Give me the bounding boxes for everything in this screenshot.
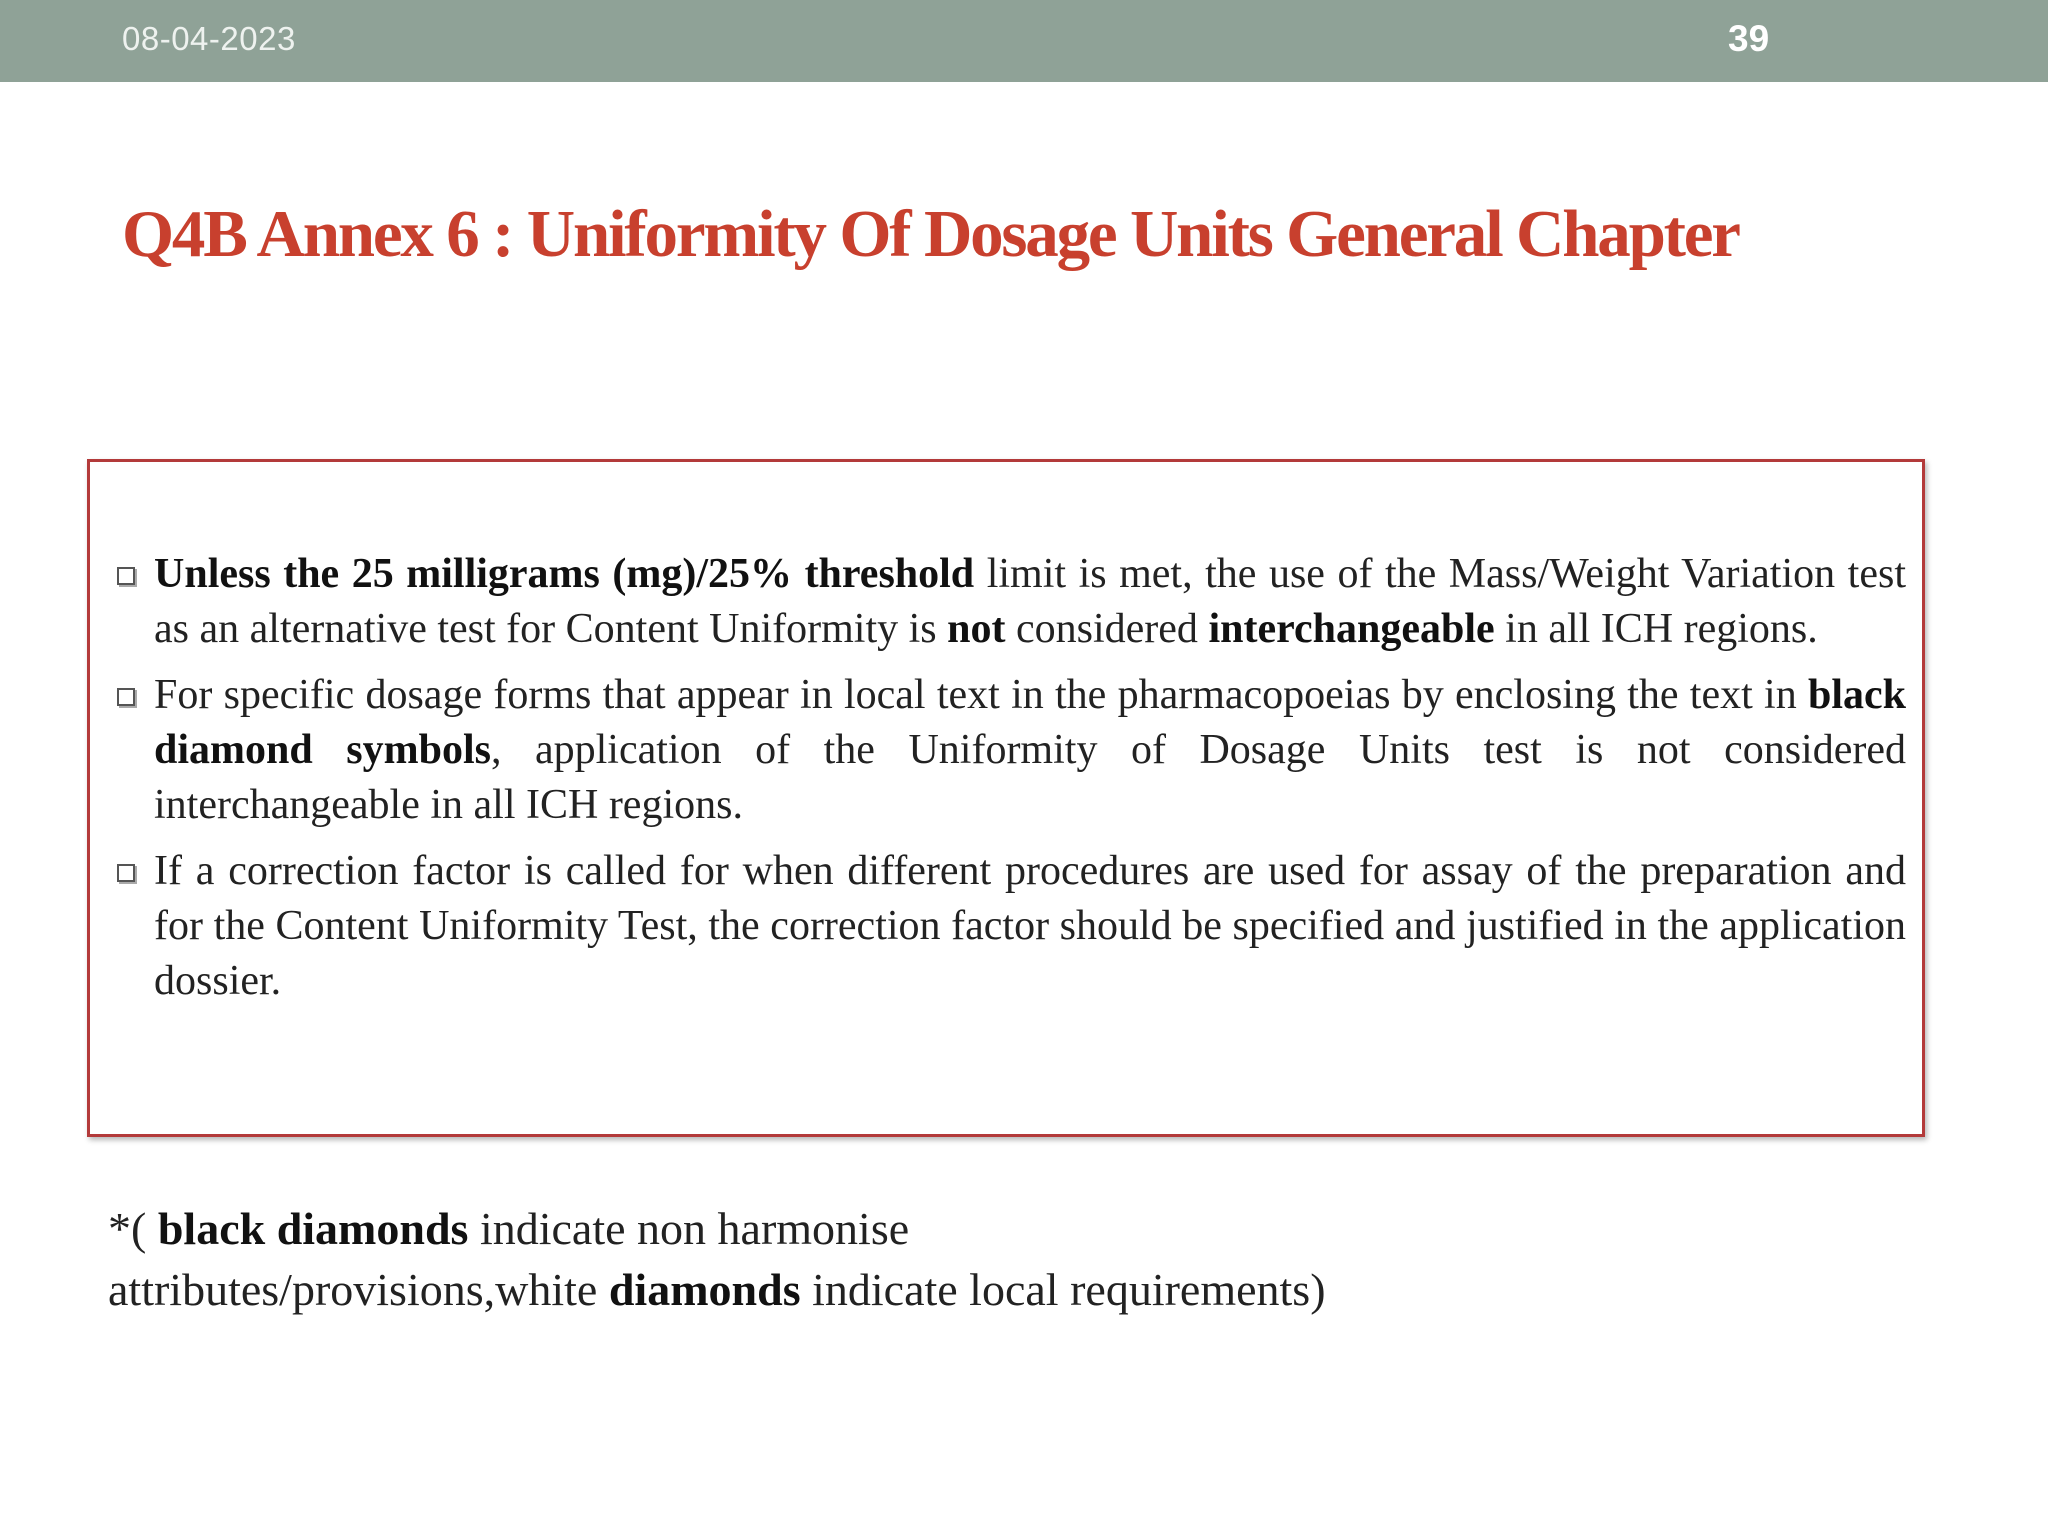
bullet-interchangeable-bold: interchangeable — [1208, 606, 1495, 652]
checkbox-bullet-icon — [117, 864, 135, 882]
footnote-line2-text: attributes/provisions,white — [108, 1264, 609, 1315]
footnote-black-diamonds-bold: black diamonds — [157, 1203, 469, 1254]
bullet-item-correction-factor — [117, 844, 1906, 1009]
bullet-not-bold: not — [947, 606, 1006, 652]
checkbox-bullet-icon — [117, 567, 135, 585]
bullet-threshold-text: limit is met, the use of the Mass/Weight Variation test as an alternative test for Content Uniformity is — [154, 551, 1906, 652]
bullet-dosage-text: For specific dosage forms that appear in local text in the pharmacopoeias by enclosing the text in — [154, 672, 1808, 718]
bullet-regions-text: in all ICH regions. — [1494, 606, 1818, 652]
bullet-application-text: , application of the Uniformity of Dosage Units test is not considered interchangeable in all ICH regions. — [154, 727, 1906, 828]
bullet-considered-text: considered — [1005, 606, 1209, 652]
footnote-prefix: *( — [108, 1203, 158, 1254]
bullet-black-diamond-bold: black diamond symbols — [154, 672, 1906, 773]
bullet-item-dosage-forms — [117, 668, 1906, 833]
footnote — [108, 1198, 1326, 1320]
footnote-line1-text: indicate non harmonise — [468, 1203, 910, 1254]
slide-date: 08-04-2023 — [122, 20, 296, 57]
checkbox-bullet-icon — [117, 688, 135, 706]
slide-number: 39 — [1728, 18, 1770, 59]
slide-title: Q4B Annex 6 : Uniformity Of Dosage Units General Chapter — [122, 197, 1739, 271]
footnote-diamonds-bold: diamonds — [608, 1264, 801, 1315]
bullet-correction-text: If a correction factor is called for when different procedures are used for assay of the preparation and for the Content Uniformity Test, the correction factor should be specified and justified in the application dossier. — [154, 848, 1906, 1004]
bullet-list — [117, 547, 1906, 1020]
bullet-item-threshold — [117, 547, 1906, 657]
content-box — [87, 459, 1925, 1137]
bullet-threshold-bold: Unless the 25 milligrams (mg)/25% threshold — [154, 551, 975, 597]
header-bar — [0, 0, 2048, 82]
footnote-local-text: indicate local requirements) — [800, 1264, 1326, 1315]
